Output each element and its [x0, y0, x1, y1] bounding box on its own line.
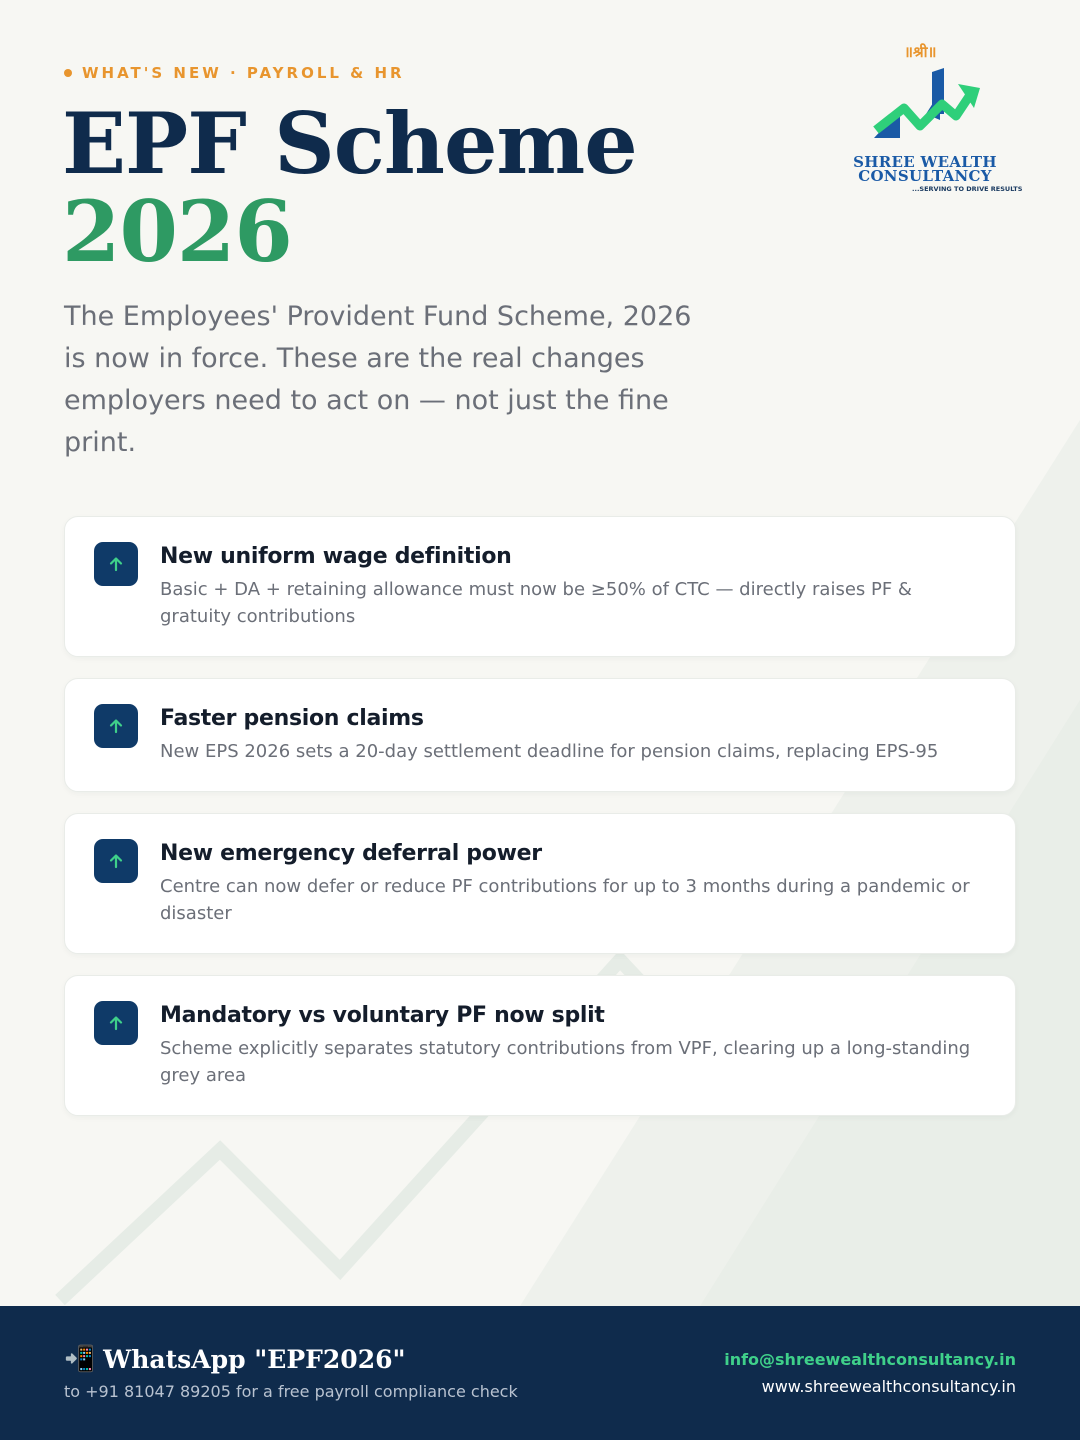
- email-link[interactable]: info@shreewealthconsultancy.in: [724, 1350, 1016, 1369]
- title-line-2: 2026: [62, 182, 292, 281]
- change-card-description: Scheme explicitly separates statutory contributions from VPF, clearing up a long-standing grey area: [160, 1038, 971, 1086]
- change-card-description: Basic + DA + retaining allowance must now be ≥50% of CTC — directly raises PF & gratuity contributions: [160, 579, 912, 627]
- whatsapp-cta-text: WhatsApp "EPF2026": [103, 1344, 406, 1374]
- logo-symbol: ॥श्री॥: [904, 43, 937, 61]
- website-link[interactable]: www.shreewealthconsultancy.in: [761, 1377, 1016, 1396]
- change-card-description: Centre can now defer or reduce PF contributions for up to 3 months during a pandemic or disaster: [160, 876, 970, 924]
- change-card: [64, 975, 1016, 1116]
- changes-list: [64, 516, 1016, 1137]
- mobile-phone-icon: 📲: [64, 1344, 96, 1373]
- change-card-title: Faster pension claims: [160, 706, 424, 731]
- logo-name-line-2: CONSULTANCY: [858, 167, 992, 185]
- footer-bar: [0, 1306, 1080, 1440]
- eyebrow-label: [64, 64, 405, 82]
- whatsapp-cta-subtext: to +91 81047 89205 for a free payroll compliance check: [64, 1382, 518, 1401]
- change-card-title: New uniform wage definition: [160, 544, 512, 569]
- page-title: [62, 94, 637, 281]
- rising-chart-icon: [870, 64, 990, 154]
- title-line-1: EPF Scheme: [62, 94, 637, 193]
- whatsapp-cta[interactable]: [64, 1344, 406, 1374]
- change-card: [64, 516, 1016, 657]
- change-card-title: Mandatory vs voluntary PF now split: [160, 1003, 605, 1028]
- intro-paragraph: The Employees' Provident Fund Scheme, 2026 is now in force. These are the real changes employers need to act on — not just the fine print.: [64, 301, 692, 458]
- change-card: [64, 678, 1016, 792]
- arrow-up-icon: [94, 1001, 138, 1045]
- logo-name-line-1: SHREE WEALTH: [853, 153, 997, 171]
- company-logo: [846, 40, 1022, 200]
- arrow-up-icon: [94, 839, 138, 883]
- change-card: [64, 813, 1016, 954]
- logo-tagline: ...SERVING TO DRIVE RESULTS: [912, 185, 1023, 193]
- arrow-up-icon: [94, 704, 138, 748]
- arrow-up-icon: [94, 542, 138, 586]
- change-card-description: New EPS 2026 sets a 20-day settlement deadline for pension claims, replacing EPS-95: [160, 741, 939, 762]
- eyebrow-text: WHAT'S NEW · PAYROLL & HR: [82, 64, 405, 82]
- change-card-title: New emergency deferral power: [160, 841, 542, 866]
- bullet-dot-icon: [64, 69, 72, 77]
